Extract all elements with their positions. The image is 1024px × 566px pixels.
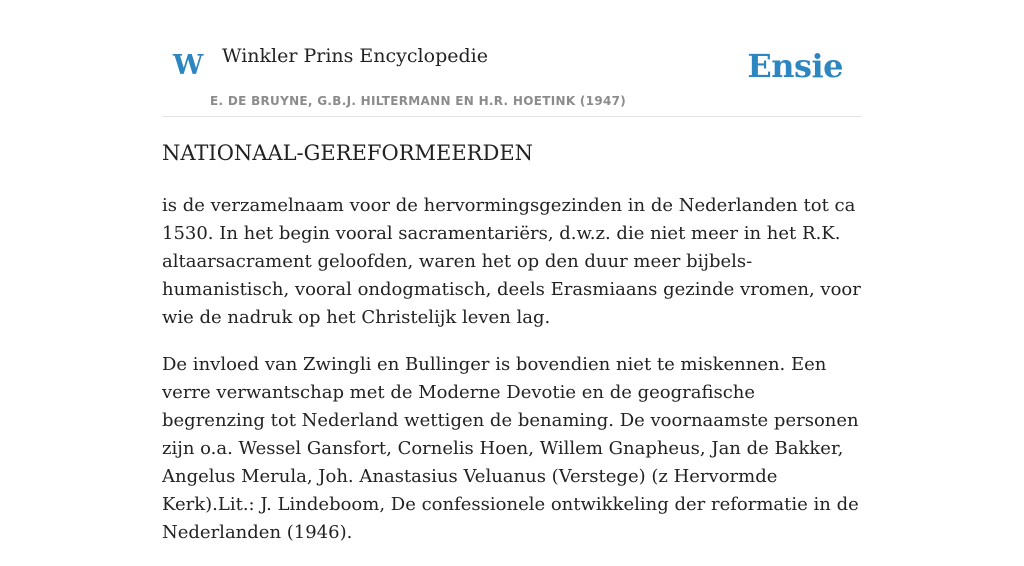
article-paragraph: De invloed van Zwingli en Bullinger is bovendien niet te miskennen. Een verre verwantschap met de Moderne Devotie en de geografische begrenzing tot Nederland wettigen de benaming. De voornaamste personen zijn o.a. Wessel Gansfort, Cornelis Hoen, Willem Gnapheus, Jan de Bakker, Angelus Merula, Joh. Anastasius Veluanus (Verstege) (z Hervormde Kerk).Lit.: J. Lindeboom, De confessionele ontwikkeling der reformatie in de Nederlanden (1946). — [162, 354, 859, 543]
article-title: NATIONAAL-GEREFORMEERDEN — [162, 141, 534, 165]
article-body — [162, 192, 862, 566]
source-title-link[interactable]: Winkler Prins Encyclopedie — [222, 45, 488, 67]
source-authors: E. DE BRUYNE, G.B.J. HILTERMANN EN H.R. HOETINK (1947) — [210, 94, 627, 108]
source-logo[interactable]: W — [173, 50, 204, 81]
source-header — [162, 0, 862, 117]
ensie-logo[interactable]: Ensie — [747, 47, 843, 85]
article-paragraph: is de verzamelnaam voor de hervormingsgezinden in de Nederlanden tot ca 1530. In het begin vooral sacramentariërs, d.w.z. die niet meer in het R.K. altaarsacrament geloofden, waren het op den duur meer bijbels-humanistisch, vooral ondogmatisch, deels Erasmiaans gezinde vromen, voor wie de nadruk op het Christelijk leven lag. — [162, 195, 861, 328]
